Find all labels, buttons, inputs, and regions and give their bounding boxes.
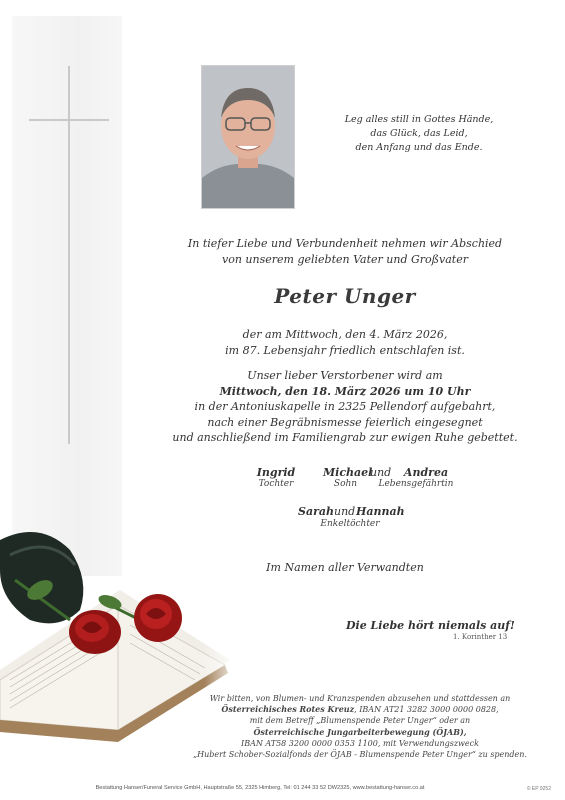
- family-role: Lebensgefährtin: [378, 479, 454, 489]
- quote-reference: 1. Korinther 13: [453, 633, 508, 641]
- family-name: Andrea: [403, 466, 449, 479]
- family-member-sarah: [296, 505, 336, 518]
- intro-line: In tiefer Liebe und Verbundenheit nehmen wir Abschied: [187, 237, 503, 250]
- donation-line: mit dem Betreff „Blumenspende Peter Unger“ oder an: [249, 716, 471, 726]
- intro-line: von unserem geliebten Vater und Großvater: [222, 253, 468, 266]
- donation-iban-1: , IBAN AT21 3282 3000 0000 0828,: [354, 705, 499, 715]
- family-role: Tochter: [258, 479, 294, 489]
- family-name: Sarah: [298, 505, 334, 518]
- donation-line: Wir bitten, von Blumen- und Kranzspenden abzusehen und stattdessen an: [209, 694, 511, 703]
- verse-line: den Anfang und das Ende.: [355, 142, 483, 153]
- cross-icon-bar: [29, 119, 109, 121]
- family-role: Sohn: [333, 479, 358, 489]
- death-text: [130, 327, 560, 359]
- funeral-line: und anschließend im Familiengrab zur ewigen Ruhe gebettet.: [172, 431, 518, 444]
- family-member-andrea: [376, 466, 456, 489]
- family-and: und: [334, 505, 356, 518]
- donation-line: IBAN AT58 3200 0000 0353 1100, mit Verwendungszweck: [241, 738, 479, 748]
- funeral-text: [130, 368, 560, 446]
- death-line: im 87. Lebensjahr friedlich entschlafen ist.: [225, 344, 465, 357]
- donation-org-2: Österreichische Jungarbeiterbewegung (ÖJAB),: [253, 726, 467, 737]
- donation-org-1: Österreichisches Rotes Kreuz: [221, 704, 355, 715]
- family-member-michael: [323, 466, 373, 489]
- cross-icon: [68, 66, 70, 444]
- side-panel: [12, 16, 122, 576]
- portrait-photo: [201, 65, 295, 209]
- document-code: © EP 9252: [526, 786, 551, 792]
- family-member-ingrid: [256, 466, 296, 489]
- verse: [330, 113, 508, 155]
- family-member-hannah: [356, 505, 405, 518]
- donation-line: „Hubert Schober-Sozialfonds der ÖJAB - Blumenspende Peter Unger“ zu spenden.: [193, 750, 527, 760]
- regards-text: Im Namen aller Verwandten: [266, 561, 424, 574]
- donation-request: [170, 693, 550, 760]
- funeral-line: in der Antoniuskapelle in 2325 Pellendorf aufgebahrt,: [194, 400, 496, 413]
- verse-line: Leg alles still in Gottes Hände,: [344, 114, 494, 125]
- death-line: der am Mittwoch, den 4. März 2026,: [242, 328, 448, 341]
- verse-line: das Glück, das Leid,: [370, 128, 468, 139]
- family-name: Ingrid: [256, 466, 296, 479]
- funeral-line: Unser lieber Verstorbener wird am: [247, 369, 443, 382]
- family-name: Hannah: [356, 505, 405, 518]
- funeral-service-footer: Bestattung Hanser/Funeral Service GmbH, Hauptstraße 55, 2325 Himberg, Tel: 01 244 33 52 DW2325, www.bestattung-hanser.co.at: [95, 785, 425, 791]
- deceased-name: Peter Unger: [274, 284, 416, 308]
- family-name: Michael: [323, 466, 373, 479]
- closing-quote: Die Liebe hört niemals auf!: [346, 619, 515, 632]
- funeral-line: nach einer Begräbnismesse feierlich eingesegnet: [207, 415, 483, 429]
- intro-text: [130, 236, 560, 268]
- grandchildren-role: Enkeltöchter: [320, 519, 380, 529]
- funeral-date: Mittwoch, den 18. März 2026 um 10 Uhr: [219, 384, 471, 398]
- family-and: und: [370, 466, 392, 479]
